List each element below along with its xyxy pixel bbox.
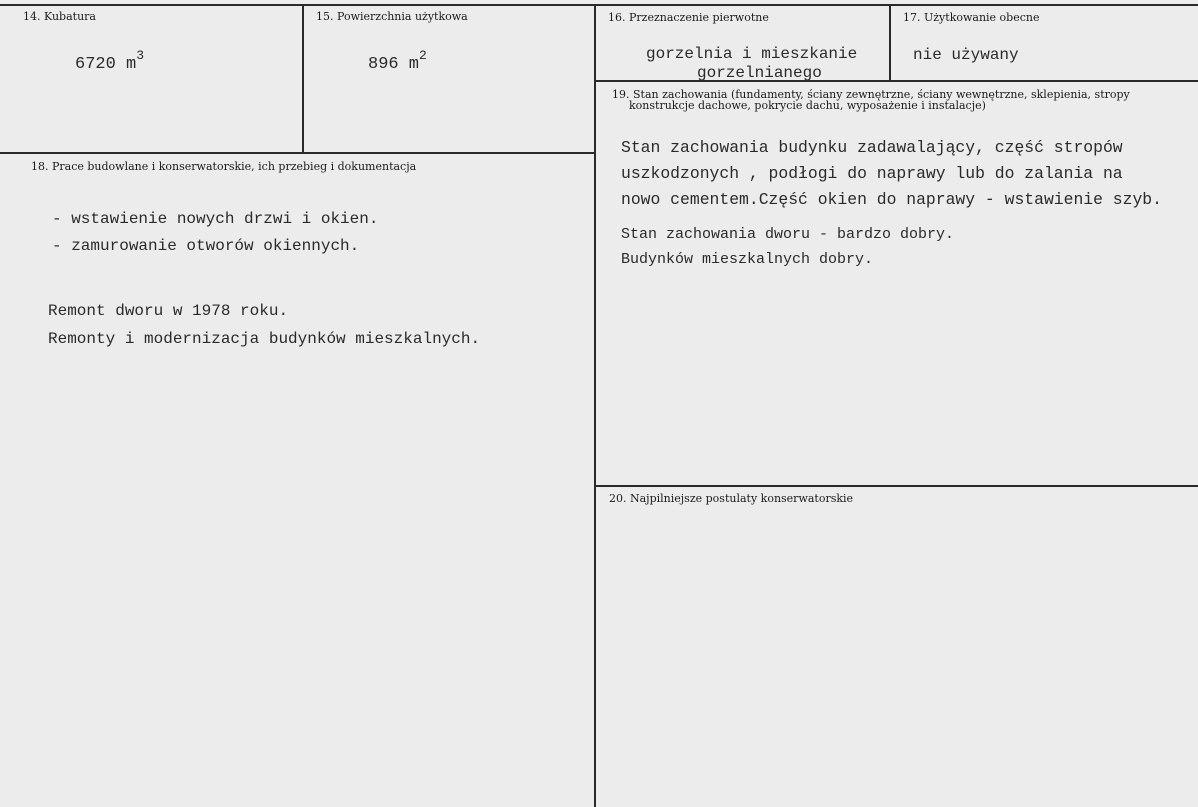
field-19-label-line-2: konstrukcje dachowe, pokrycie dachu, wyposażenie i instalacje)	[629, 99, 986, 112]
top-border	[0, 4, 1198, 6]
divider-19-20	[596, 485, 1198, 487]
field-19-line-5: Budynków mieszkalnych dobry.	[621, 251, 874, 268]
field-16-line-2: gorzelnianego	[697, 64, 822, 82]
field-19-label-line-1: 19. Stan zachowania (fundamenty, ściany zewnętrzne, ściany wewnętrzne, sklepienia, stropy	[612, 88, 1130, 101]
field-19-line-4: Stan zachowania dworu - bardzo dobry.	[621, 226, 955, 243]
field-15-value	[368, 48, 427, 74]
field-16-label: 16. Przeznaczenie pierwotne	[608, 11, 769, 24]
field-15-number: 896 m	[368, 55, 420, 74]
field-18-line-2: - zamurowanie otworów okiennych.	[52, 237, 360, 255]
divider-14-15	[302, 5, 304, 153]
field-14-label: 14. Kubatura	[23, 10, 96, 23]
field-19-line-3: nowo cementem.Część okien do naprawy - wstawienie szyb.	[621, 190, 1162, 209]
divider-left-right	[594, 5, 596, 807]
divider-row1-right	[596, 80, 1198, 82]
field-17-value: nie używany	[913, 46, 1019, 64]
divider-row1-left	[0, 152, 596, 154]
field-17-label: 17. Użytkowanie obecne	[903, 11, 1040, 24]
field-20-label: 20. Najpilniejsze postulaty konserwatorskie	[609, 492, 854, 505]
field-18-line-3: Remont dworu w 1978 roku.	[48, 302, 289, 320]
field-14-exponent: 3	[136, 48, 145, 63]
field-15-label: 15. Powierzchnia użytkowa	[316, 10, 468, 23]
field-18-line-4: Remonty i modernizacja budynków mieszkalnych.	[48, 330, 481, 348]
divider-16-17	[889, 5, 891, 80]
field-14-number: 6720 m	[75, 55, 137, 74]
field-18-line-1: - wstawienie nowych drzwi i okien.	[52, 210, 379, 228]
field-19-line-1: Stan zachowania budynku zadawalający, część stropów	[621, 138, 1123, 157]
field-15-exponent: 2	[419, 48, 427, 63]
field-18-label: 18. Prace budowlane i konserwatorskie, ich przebieg i dokumentacja	[31, 160, 417, 173]
field-19-line-2: uszkodzonych , podłogi do naprawy lub do zalania na	[621, 164, 1123, 183]
field-16-line-1: gorzelnia i mieszkanie	[646, 45, 858, 63]
field-14-value	[75, 48, 144, 74]
